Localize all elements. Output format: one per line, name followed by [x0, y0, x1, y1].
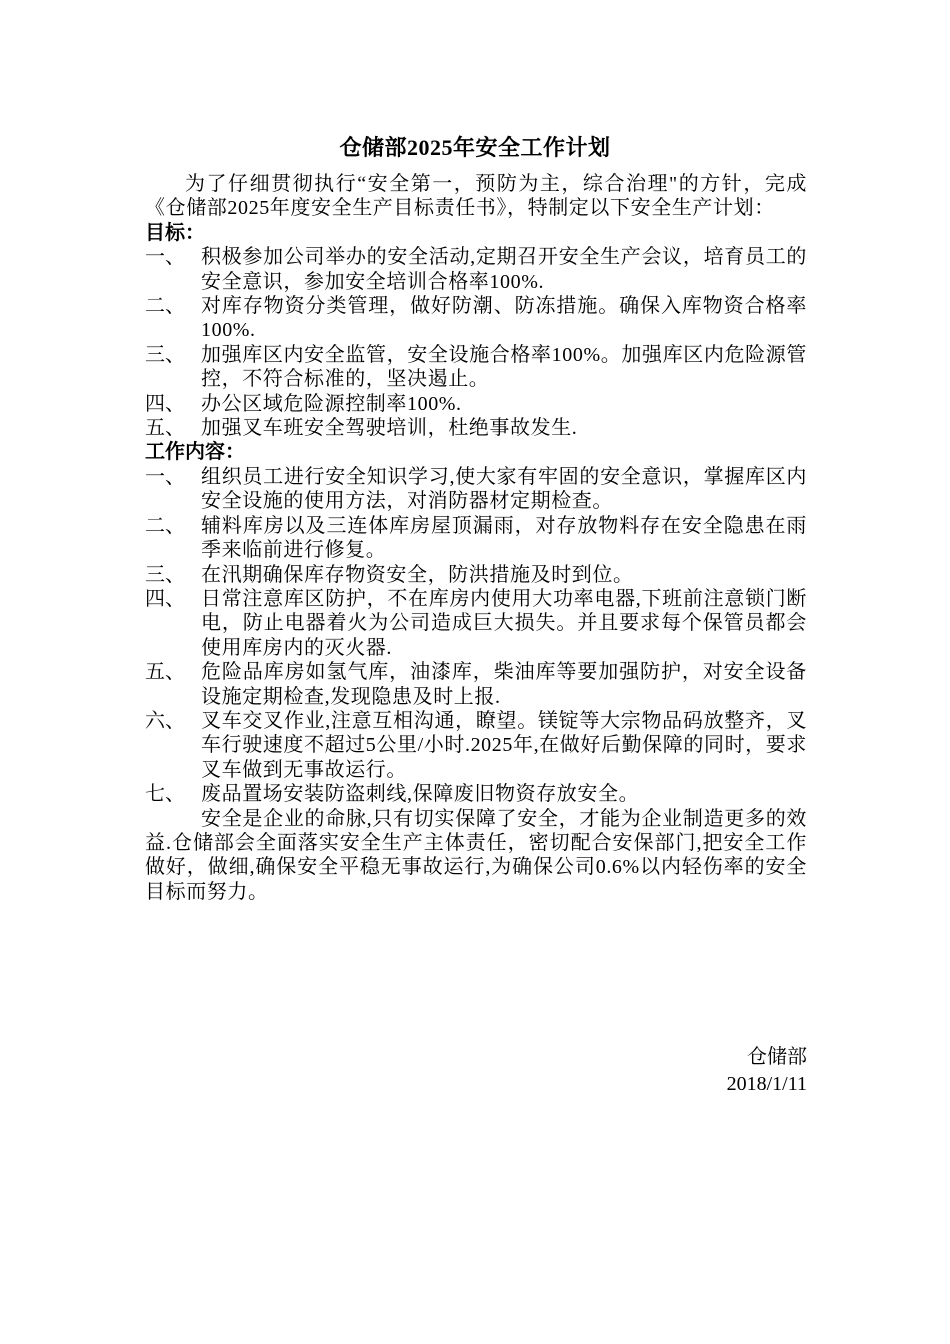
goal-item: [145, 245, 807, 294]
work-marker: 五、: [145, 661, 185, 684]
goal-marker: 三、: [145, 343, 185, 366]
work-item: [145, 563, 807, 587]
work-text: 组织员工进行安全知识学习,使大家有牢固的安全意识，掌握库区内安全设施的使用方法，对消防器材定期检查。: [201, 465, 807, 513]
work-marker: 三、: [145, 563, 185, 586]
goal-item: [145, 392, 807, 416]
work-text: 日常注意库区防护，不在库房内使用大功率电器,下班前注意锁门断电，防止电器着火为公司造成巨大损失。并且要求每个保管员都会使用库房内的灭火器.: [201, 587, 807, 659]
work-text: 危险品库房如氢气库，油漆库，柴油库等要加强防护，对安全设备设施定期检查,发现隐患及时上报.: [201, 661, 807, 708]
work-text: 叉车交叉作业,注意互相沟通，瞭望。镁锭等大宗物品码放整齐，叉车行驶速度不超过5公里/小时.2025年,在做好后勤保障的同时，要求叉车做到无事故运行。: [201, 709, 807, 781]
signature-department: 仓储部: [747, 1046, 807, 1068]
goal-text: 对库存物资分类管理，做好防潮、防冻措施。确保入库物资合格率100%.: [201, 295, 807, 342]
signature-date: 2018/1/11: [726, 1073, 807, 1095]
work-item: [145, 587, 807, 660]
work-item: [145, 514, 807, 563]
goal-marker: 五、: [145, 417, 185, 440]
work-list: [145, 465, 807, 807]
work-item: [145, 465, 807, 514]
work-marker: 六、: [145, 709, 185, 732]
work-marker: 二、: [145, 514, 185, 537]
goal-marker: 二、: [145, 295, 185, 318]
work-item: [145, 709, 807, 782]
goal-item: [145, 343, 807, 392]
work-marker: 四、: [145, 587, 185, 610]
goal-text: 加强叉车班安全驾驶培训，杜绝事故发生.: [201, 417, 578, 440]
document-title: 仓储部2025年安全工作计划: [339, 135, 611, 160]
goal-marker: 一、: [145, 246, 185, 269]
goals-list: [145, 245, 807, 440]
goal-text: 加强库区内安全监管，安全设施合格率100%。加强库区内危险源管控，不符合标准的，坚决遏止。: [201, 343, 807, 391]
work-marker: 七、: [145, 783, 185, 806]
goals-heading: 目标：: [145, 221, 205, 244]
intro-paragraph: 为了仔细贯彻执行“安全第一，预防为主，综合治理"的方针，完成《仓储部2025年度安全生产目标责任书》，特制定以下安全生产计划：: [145, 173, 807, 220]
goal-text: 办公区域危险源控制率100%.: [201, 392, 462, 415]
document-body: [145, 172, 807, 904]
signature-block: [145, 1044, 807, 1098]
work-text: 在汛期确保库存物资安全，防洪措施及时到位。: [201, 563, 634, 586]
work-heading: 工作内容：: [145, 441, 245, 464]
work-marker: 一、: [145, 465, 185, 488]
goal-text: 积极参加公司举办的安全活动,定期召开安全生产会议，培育员工的安全意识，参加安全培训合格率100%.: [201, 246, 807, 293]
closing-paragraph: 安全是企业的命脉,只有切实保障了安全，才能为企业制造更多的效益.仓储部会全面落实安全生产主体责任，密切配合安保部门,把安全工作做好，做细,确保安全平稳无事故运行,为确保公司0.6%以内轻伤率的安全目标而努力。: [145, 807, 807, 903]
work-text: 废品置场安装防盗刺线,保障废旧物资存放安全。: [201, 783, 640, 806]
goal-marker: 四、: [145, 392, 185, 415]
work-item: [145, 660, 807, 709]
work-text: 辅料库房以及三连体库房屋顶漏雨，对存放物料存在安全隐患在雨季来临前进行修复。: [201, 514, 807, 562]
goal-item: [145, 294, 807, 343]
work-item: [145, 782, 807, 806]
goal-item: [145, 416, 807, 440]
